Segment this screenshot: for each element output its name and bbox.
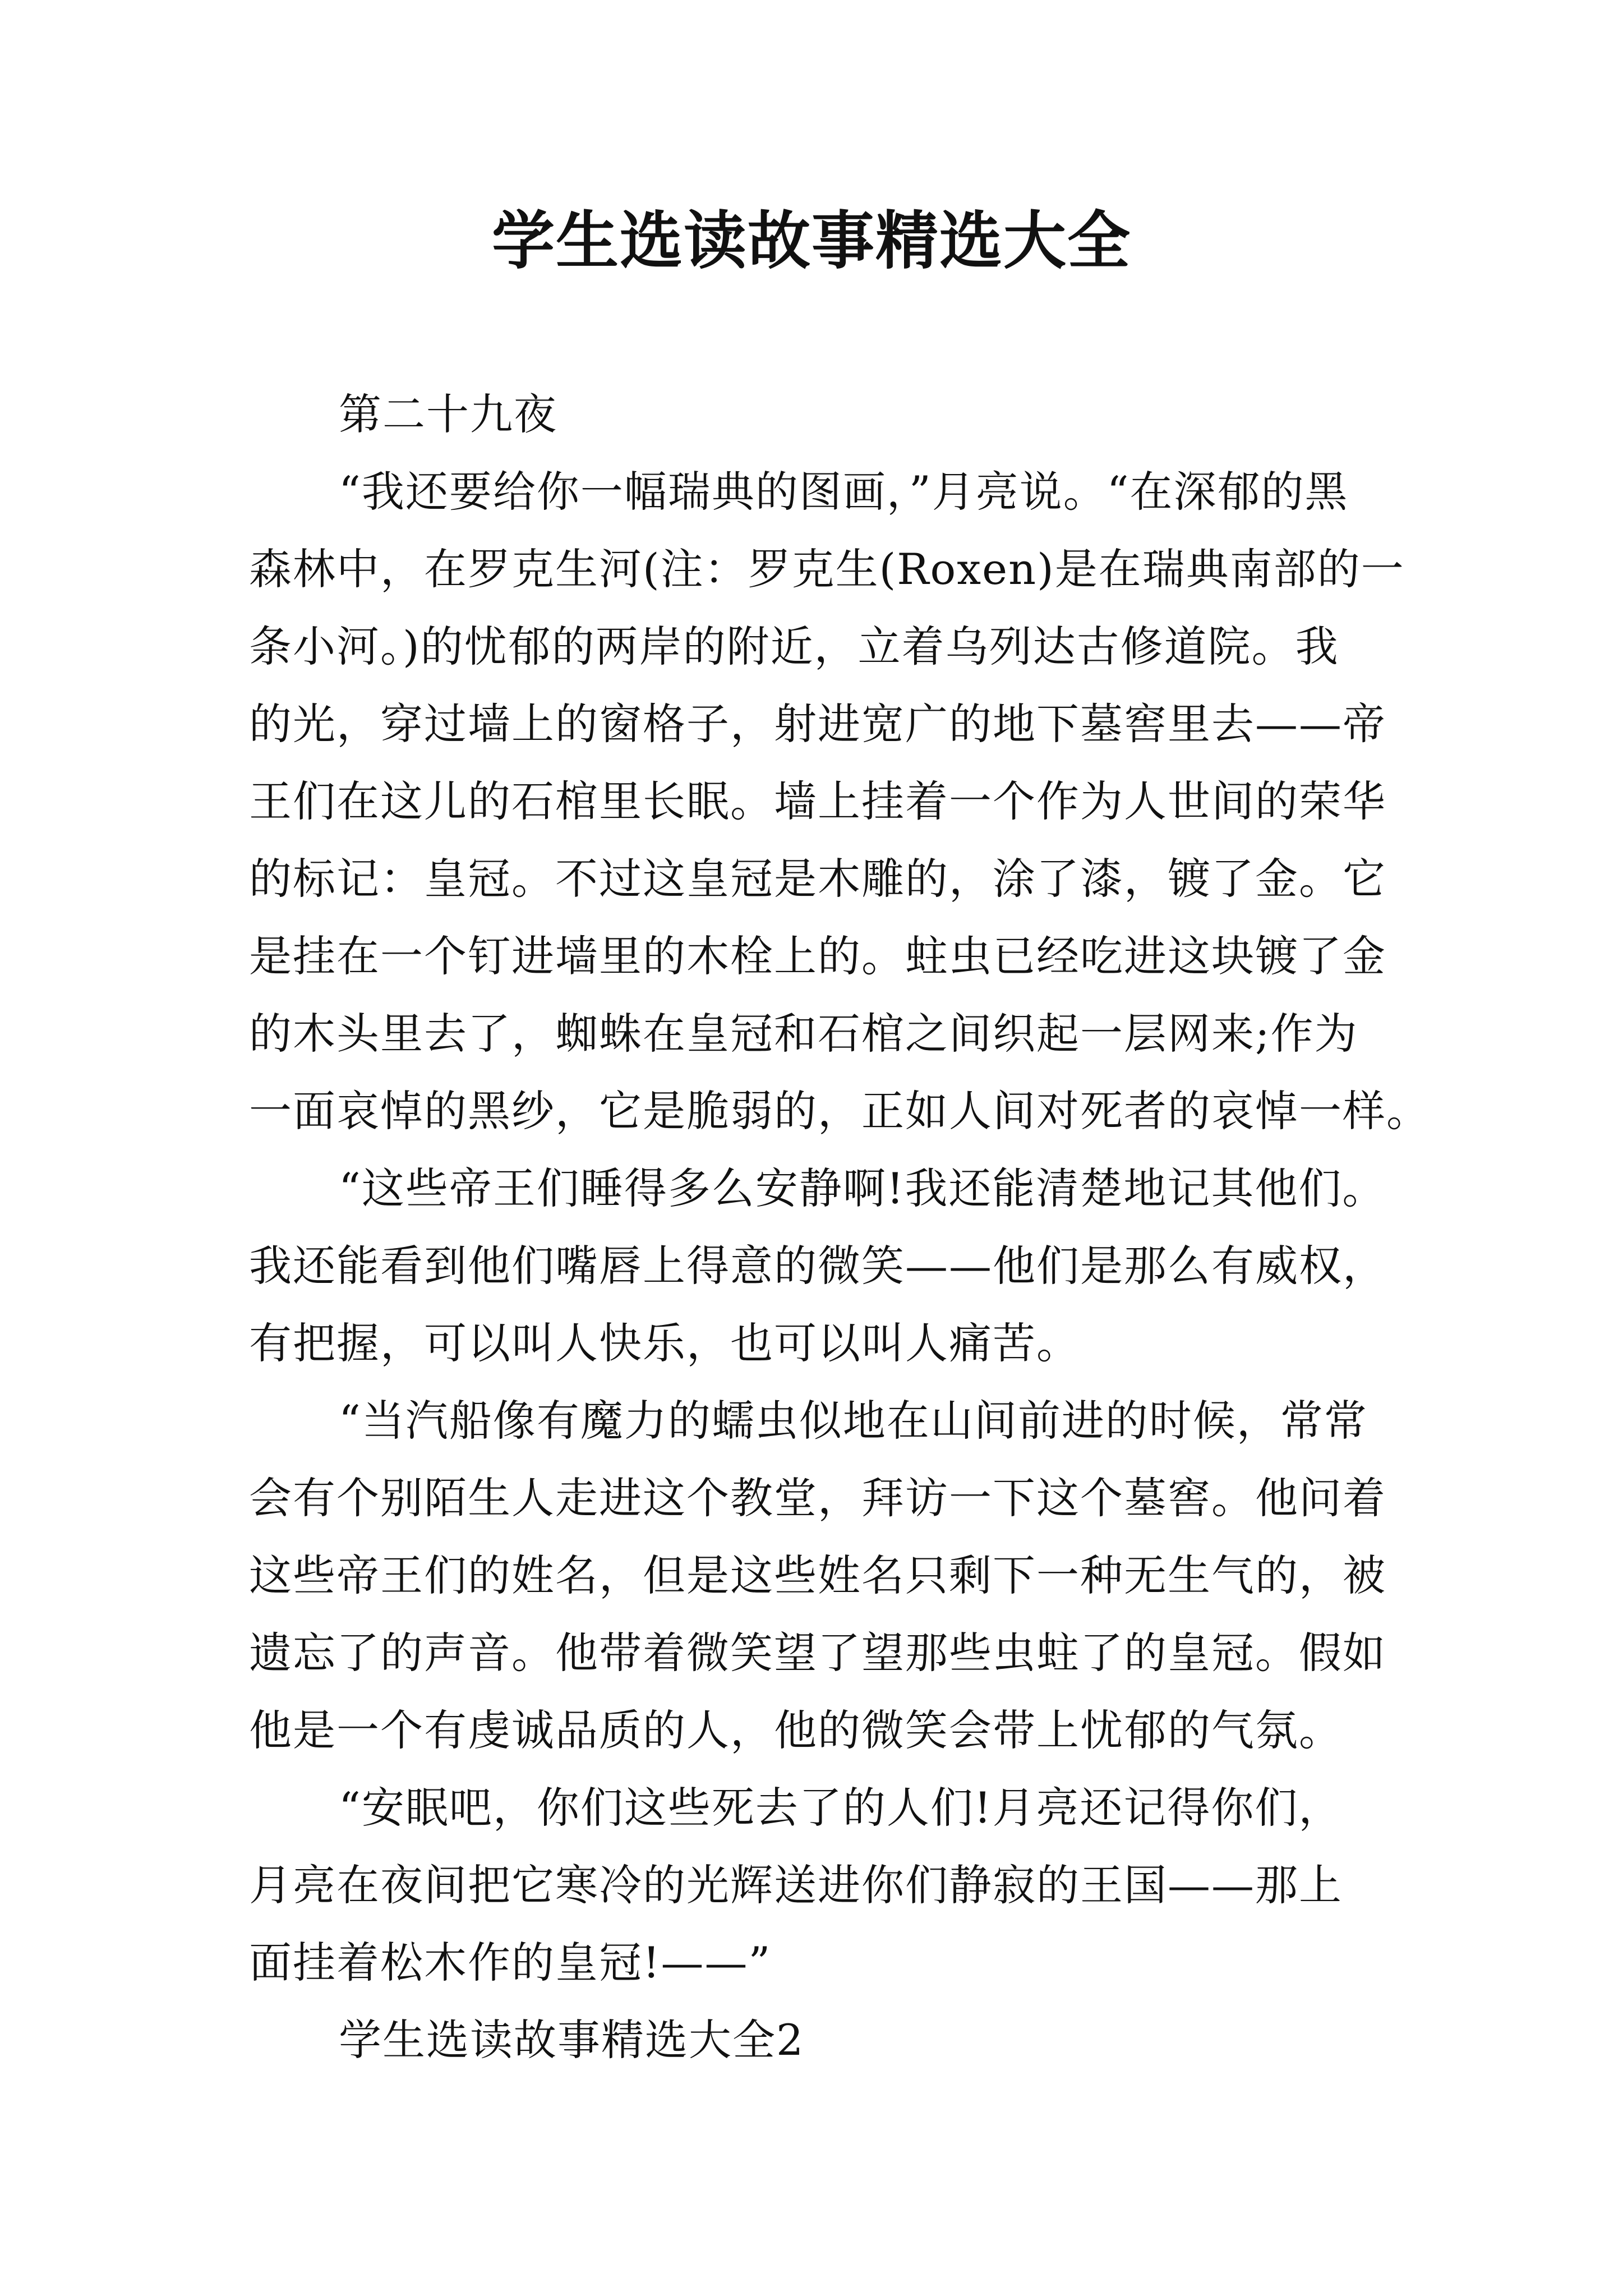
paragraph-line: 一面哀悼的黑纱，它是脆弱的，正如人间对死者的哀悼一样。 [249, 1086, 1430, 1136]
paragraph-line: 的光，穿过墙上的窗格子，射进宽广的地下墓窖里去——帝 [249, 699, 1386, 749]
paragraph-line: 有把握，可以叫人快乐，也可以叫人痛苦。 [249, 1318, 1080, 1368]
document-title: 学生选读故事精选大全 [492, 205, 1131, 278]
paragraph-line: 森林中，在罗克生河(注：罗克生(Roxen)是在瑞典南部的一 [249, 544, 1405, 594]
paragraph-line: 的木头里去了，蜘蛛在皇冠和石棺之间织起一层网来;作为 [249, 1009, 1358, 1059]
paragraph-line: 我还能看到他们嘴唇上得意的微笑——他们是那么有威权， [249, 1241, 1386, 1291]
paragraph-line: 他是一个有虔诚品质的人，他的微笑会带上忧郁的气氛。 [249, 1705, 1343, 1755]
paragraph-line: “安眠吧，你们这些死去了的人们!月亮还记得你们， [339, 1783, 1343, 1833]
paragraph-line: 会有个别陌生人走进这个教堂，拜访一下这个墓窖。他问着 [249, 1473, 1386, 1523]
paragraph-line: 月亮在夜间把它寒冷的光辉送进你们静寂的王国——那上 [249, 1860, 1343, 1910]
document-body [249, 376, 1430, 2079]
paragraph-line: 王们在这儿的石棺里长眠。墙上挂着一个作为人世间的荣华 [249, 776, 1386, 826]
paragraph-line: 条小河。)的忧郁的两岸的附近，立着乌列达古修道院。我 [249, 622, 1339, 671]
paragraph-line: 面挂着松木作的皇冠!——” [249, 1938, 772, 1987]
paragraph-line: 的标记：皇冠。不过这皇冠是木雕的，涂了漆，镀了金。它 [249, 854, 1386, 904]
paragraph-line: 这些帝王们的姓名，但是这些姓名只剩下一种无生气的，被 [249, 1550, 1386, 1600]
paragraph-line: “我还要给你一幅瑞典的图画，”月亮说。“在深郁的黑 [339, 467, 1349, 517]
paragraph-line: 遗忘了的声音。他带着微笑望了望那些虫蛀了的皇冠。假如 [249, 1628, 1386, 1678]
paragraph-line: 是挂在一个钉进墙里的木栓上的。蛀虫已经吃进这块镀了金 [249, 931, 1386, 981]
paragraph-line: “当汽船像有魔力的蠕虫似地在山间前进的时候，常常 [339, 1396, 1368, 1446]
section-heading: 第二十九夜 [339, 389, 557, 439]
section-heading: 学生选读故事精选大全2 [339, 2015, 805, 2065]
paragraph-line: “这些帝王们睡得多么安静啊!我还能清楚地记其他们。 [339, 1163, 1386, 1213]
